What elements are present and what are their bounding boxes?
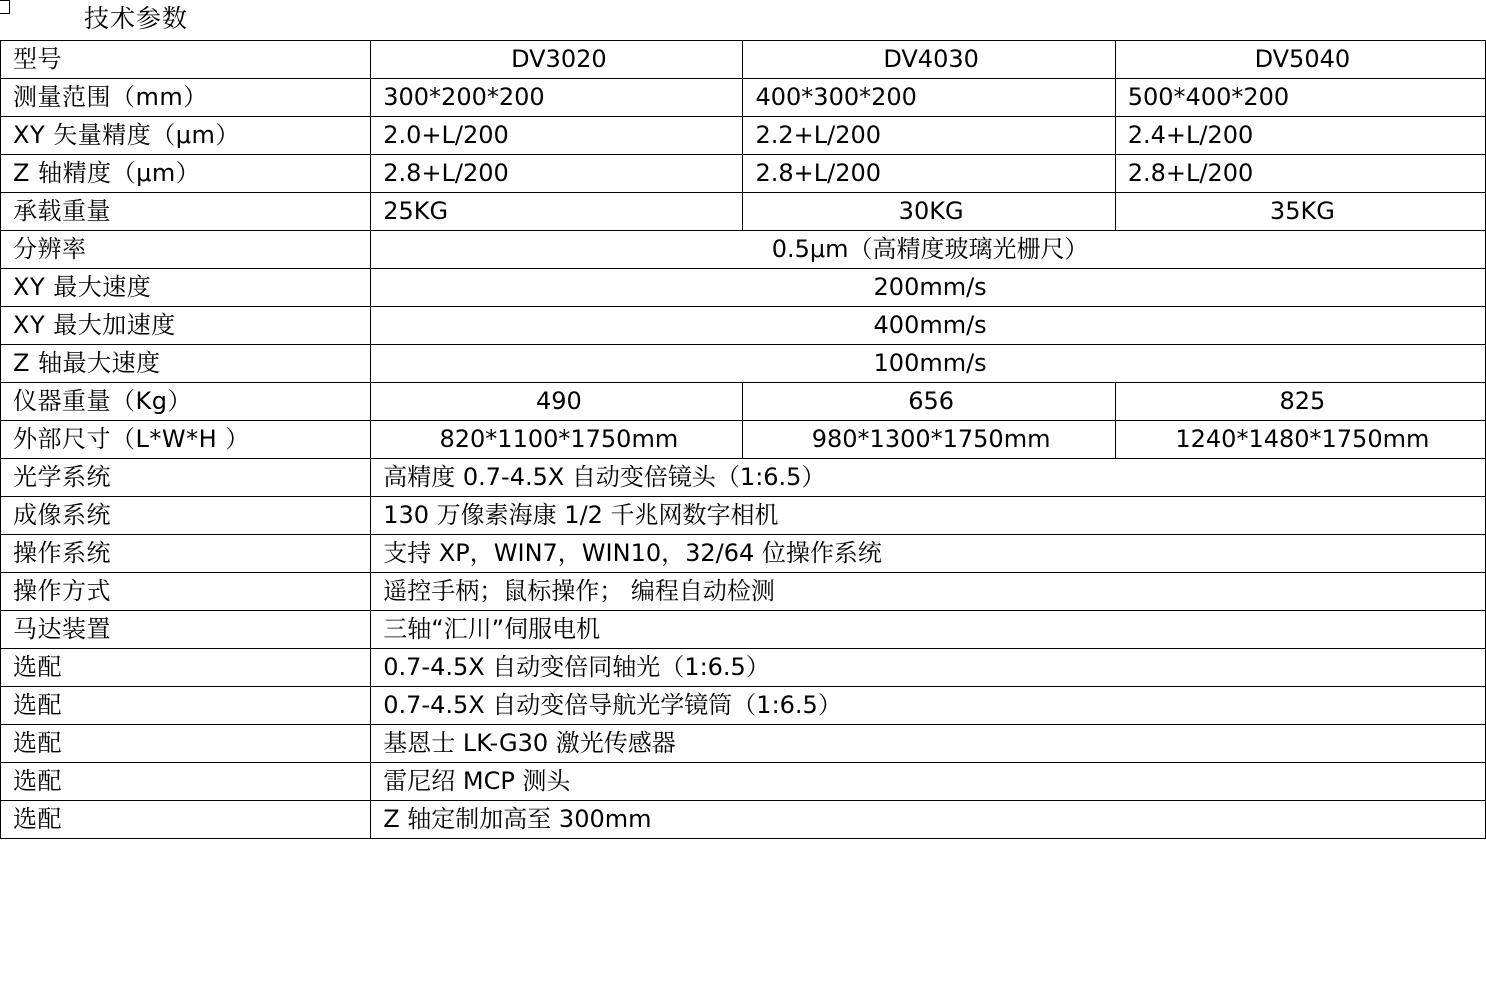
table-row	[1, 459, 1486, 497]
table-row	[1, 535, 1486, 573]
row-value: 980*1300*1750mm	[743, 421, 1115, 459]
row-value: 35KG	[1115, 193, 1485, 231]
row-value: 656	[743, 383, 1115, 421]
row-value: 0.5μm（高精度玻璃光栅尺）	[371, 231, 1486, 269]
row-label: 测量范围（mm）	[1, 79, 371, 117]
row-value: 300*200*200	[371, 79, 743, 117]
row-value: 2.8+L/200	[371, 155, 743, 193]
row-value: 雷尼绍 MCP 测头	[371, 763, 1486, 801]
row-value: 2.0+L/200	[371, 117, 743, 155]
row-label: XY 最大速度	[1, 269, 371, 307]
row-value: 0.7-4.5X 自动变倍导航光学镜筒（1:6.5）	[371, 687, 1486, 725]
page-title: 技术参数	[84, 4, 189, 33]
table-row	[1, 611, 1486, 649]
table-row	[1, 79, 1486, 117]
row-label: 分辨率	[1, 231, 371, 269]
row-value: 130 万像素海康 1/2 千兆网数字相机	[371, 497, 1486, 535]
row-value: 100mm/s	[371, 345, 1486, 383]
row-label: 操作系统	[1, 535, 371, 573]
table-row	[1, 155, 1486, 193]
row-value: 30KG	[743, 193, 1115, 231]
table-row	[1, 269, 1486, 307]
row-value: 基恩士 LK-G30 激光传感器	[371, 725, 1486, 763]
row-value: DV5040	[1115, 41, 1485, 79]
table-row	[1, 117, 1486, 155]
row-label: 马达装置	[1, 611, 371, 649]
table-row	[1, 649, 1486, 687]
row-value: Z 轴定制加高至 300mm	[371, 801, 1486, 839]
row-label: 光学系统	[1, 459, 371, 497]
table-row	[1, 421, 1486, 459]
table-row	[1, 497, 1486, 535]
table-row	[1, 345, 1486, 383]
row-value: DV4030	[743, 41, 1115, 79]
row-label: XY 最大加速度	[1, 307, 371, 345]
table-row	[1, 687, 1486, 725]
row-value: 支持 XP，WIN7，WIN10，32/64 位操作系统	[371, 535, 1486, 573]
page-corner-marker	[0, 0, 10, 14]
table-row	[1, 231, 1486, 269]
row-value: 1240*1480*1750mm	[1115, 421, 1485, 459]
row-value: 2.2+L/200	[743, 117, 1115, 155]
table-row	[1, 307, 1486, 345]
row-label: 选配	[1, 725, 371, 763]
table-row	[1, 41, 1486, 79]
row-label: 操作方式	[1, 573, 371, 611]
row-value: 820*1100*1750mm	[371, 421, 743, 459]
row-value: 25KG	[371, 193, 743, 231]
row-value: 200mm/s	[371, 269, 1486, 307]
row-label: 选配	[1, 649, 371, 687]
row-value: 2.8+L/200	[743, 155, 1115, 193]
row-label: 选配	[1, 801, 371, 839]
table-row	[1, 801, 1486, 839]
row-value: 三轴“汇川”伺服电机	[371, 611, 1486, 649]
row-label: Z 轴精度（μm）	[1, 155, 371, 193]
technical-parameters-table	[0, 40, 1486, 839]
row-value: 高精度 0.7-4.5X 自动变倍镜头（1:6.5）	[371, 459, 1486, 497]
row-label: Z 轴最大速度	[1, 345, 371, 383]
row-label: 选配	[1, 687, 371, 725]
row-label: 成像系统	[1, 497, 371, 535]
row-value: 490	[371, 383, 743, 421]
row-value: 0.7-4.5X 自动变倍同轴光（1:6.5）	[371, 649, 1486, 687]
row-label: 型号	[1, 41, 371, 79]
row-label: 仪器重量（Kg）	[1, 383, 371, 421]
row-label: 外部尺寸（L*W*H ）	[1, 421, 371, 459]
row-value: 2.4+L/200	[1115, 117, 1485, 155]
table-row	[1, 725, 1486, 763]
row-value: 2.8+L/200	[1115, 155, 1485, 193]
row-value: 400*300*200	[743, 79, 1115, 117]
row-value: 825	[1115, 383, 1485, 421]
table-row	[1, 573, 1486, 611]
row-label: 承载重量	[1, 193, 371, 231]
row-value: DV3020	[371, 41, 743, 79]
row-label: XY 矢量精度（μm）	[1, 117, 371, 155]
row-value: 500*400*200	[1115, 79, 1485, 117]
table-row	[1, 193, 1486, 231]
table-row	[1, 383, 1486, 421]
row-value: 遥控手柄；鼠标操作； 编程自动检测	[371, 573, 1486, 611]
table-row	[1, 763, 1486, 801]
row-value: 400mm/s	[371, 307, 1486, 345]
row-label: 选配	[1, 763, 371, 801]
